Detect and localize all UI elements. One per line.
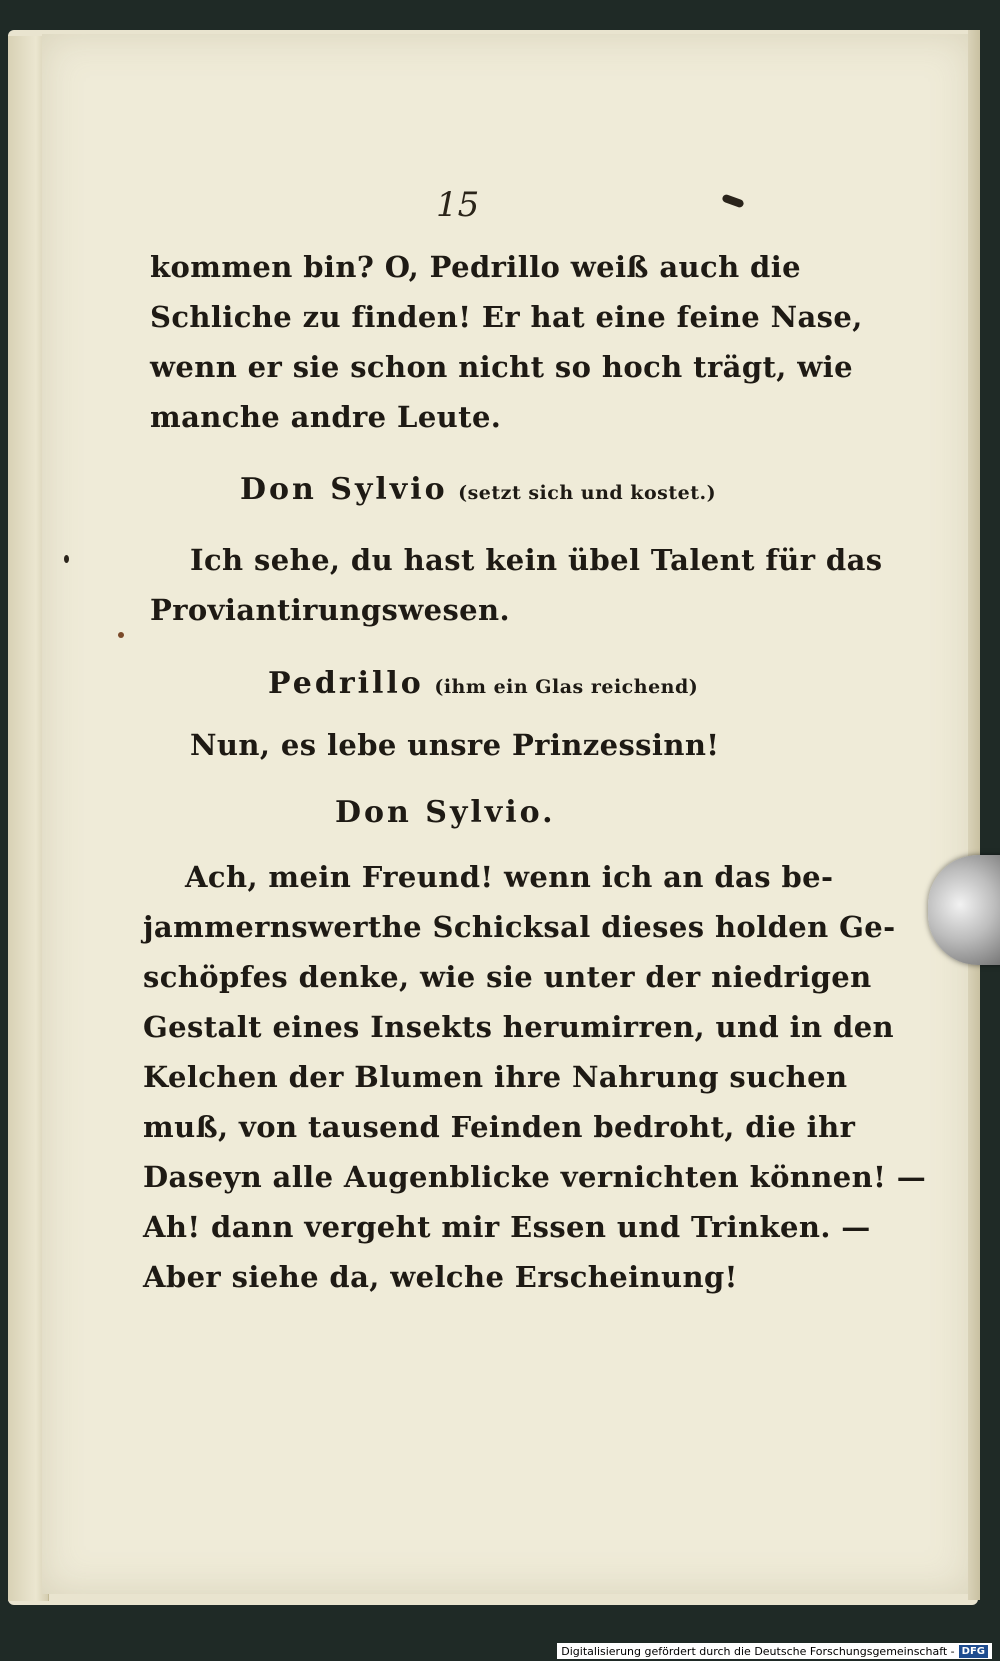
text-line: Gestalt eines Insekts herumirren, und in den [143, 1010, 895, 1044]
stage-direction: (ihm ein Glas reichend) [434, 676, 699, 698]
text-line: Ach, mein Freund! wenn ich an das be- [185, 860, 834, 894]
speaker-line [268, 666, 698, 701]
credit-text: Digitalisierung gefördert durch die Deutsche Forschungsgemeinschaft - [561, 1644, 955, 1658]
text-line: Schliche zu finden! Er hat eine feine Nase, [150, 300, 863, 334]
text-line: Kelchen der Blumen ihre Nahrung suchen [143, 1060, 848, 1094]
text-line: manche andre Leute. [150, 400, 502, 434]
text-line: Ich sehe, du hast kein übel Talent für das [190, 543, 883, 577]
speaker-name: Don Sylvio. [335, 795, 556, 830]
speaker-line [240, 472, 716, 507]
text-line: kommen bin? O, Pedrillo weiß auch die [150, 250, 802, 284]
text-line: Daseyn alle Augenblicke vernichten können! — [143, 1160, 927, 1194]
text-line: Nun, es lebe unsre Prinzessinn! [190, 728, 720, 762]
text-line: jammernswerthe Schicksal dieses holden Ge- [143, 910, 896, 944]
ink-speck [118, 632, 124, 638]
digitization-credit [557, 1643, 992, 1659]
stage-direction: (setzt sich und kostet.) [458, 482, 717, 504]
text-line: Ah! dann vergeht mir Essen und Trinken. — [143, 1210, 871, 1244]
page-number: 15 [436, 185, 480, 225]
text-line: muß, von tausend Feinden bedroht, die ihr [143, 1110, 856, 1144]
text-line: schöpfes denke, wie sie unter der niedrigen [143, 960, 872, 994]
text-line: wenn er sie schon nicht so hoch trägt, wie [150, 350, 853, 384]
ink-speck [64, 555, 69, 563]
speaker-name: Don Sylvio [240, 472, 448, 507]
text-line: Aber siehe da, welche Erscheinung! [143, 1260, 738, 1294]
dfg-logo: DFG [959, 1645, 988, 1658]
text-line: Proviantirungswesen. [150, 593, 511, 627]
right-page-edge [968, 30, 980, 1600]
speaker-name: Pedrillo [268, 666, 424, 701]
